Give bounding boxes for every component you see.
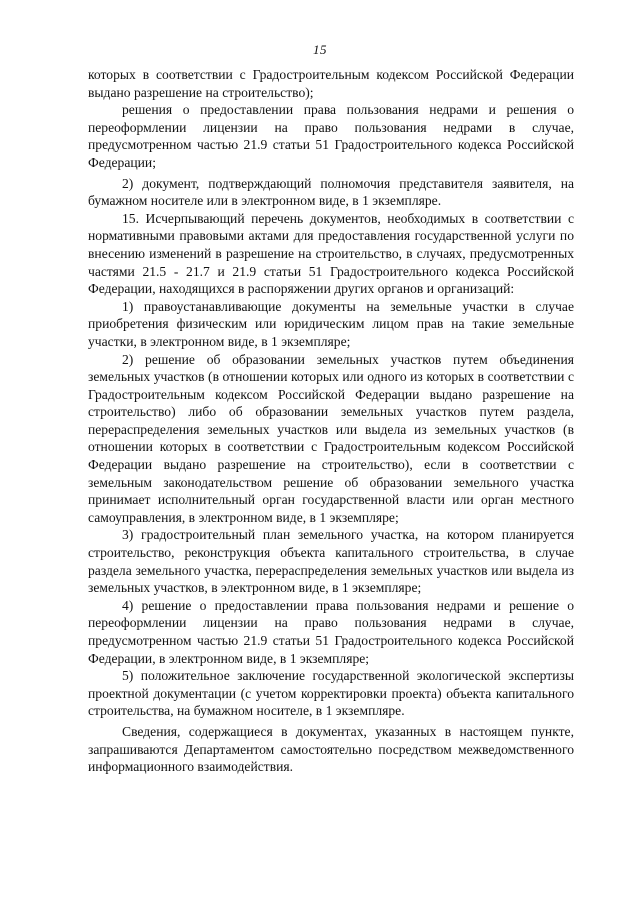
paragraph-item-15-3: 3) градостроительный план земельного участка, на котором планируется строительство, реконструкция объекта капитального строительства, в случае раздела земельного участка, перераспределения земельных участков или выдела из земельных участков, в электронном виде, в 1 экземпляре; [88, 527, 574, 596]
paragraph-representative-authority: 2) документ, подтверждающий полномочия представителя заявителя, на бумажном носителе или в электронном виде, в 1 экземпляре. [88, 175, 574, 209]
document-body [88, 66, 574, 776]
paragraph-item-15-1: 1) правоустанавливающие документы на земельные участки в случае приобретения физическим или юридическим лицом прав на такие земельные участки, в электронном виде, в 1 экземпляре; [88, 298, 574, 349]
paragraph-continuation: которых в соответствии с Градостроительным кодексом Российской Федерации выдано разрешение на строительство); [88, 67, 574, 100]
paragraph-item-15-4: 4) решение о предоставлении права пользования недрами и решение о переоформлении лицензии на право пользования недрами в случае, предусмотренном частью 21.9 статьи 51 Градостроительного кодекса Российской Федерации, в электронном виде, в 1 экземпляре; [88, 597, 574, 666]
page-number: 15 [313, 42, 327, 57]
paragraph-interagency-request: Сведения, содержащиеся в документах, указанных в настоящем пункте, запрашиваются Департаментом самостоятельно посредством межведомственного информационного взаимодействия. [88, 723, 574, 775]
paragraph-item-15-2: 2) решение об образовании земельных участков путем объединения земельных участков (в отношении которых или одного из которых в соответствии с Градостроительным кодексом Российской Федерации выдано разрешение на строительство) либо об образовании земельных участков путем раздела, перераспределения земельных участков или выдела из земельных участков (в отношении которых в соответствии с Градостроительным кодексом Российской Федерации выдано разрешение на строительство), если в соответствии с земельным законодательством решение об образовании земельного участка принимает исполнительный орган государственной власти или орган местного самоуправления, в электронном виде, в 1 экземпляре; [88, 351, 574, 525]
paragraph-item-15-5: 5) положительное заключение государственной экологической экспертизы проектной документации (с учетом корректировки проекта) объекта капитального строительства, на бумажном носителе, в 1 экземпляре. [88, 668, 574, 719]
paragraph-item-15-heading: 15. Исчерпывающий перечень документов, необходимых в соответствии с нормативными правовыми актами для предоставления государственной услуги по внесению изменений в разрешение на строительство, в случаях, предусмотренных частями 21.5 - 21.7 и 21.9 статьи 51 Градостроительного кодекса Российской Федерации, находящихся в распоряжении других органов и организаций: [88, 210, 574, 297]
paragraph-subsoil-decisions: решения о предоставлении права пользования недрами и решения о переоформлении лицензии на право пользования недрами в случае, предусмотренном частью 21.9 статьи 51 Градостроительного кодекса Российской Федерации; [88, 102, 574, 170]
